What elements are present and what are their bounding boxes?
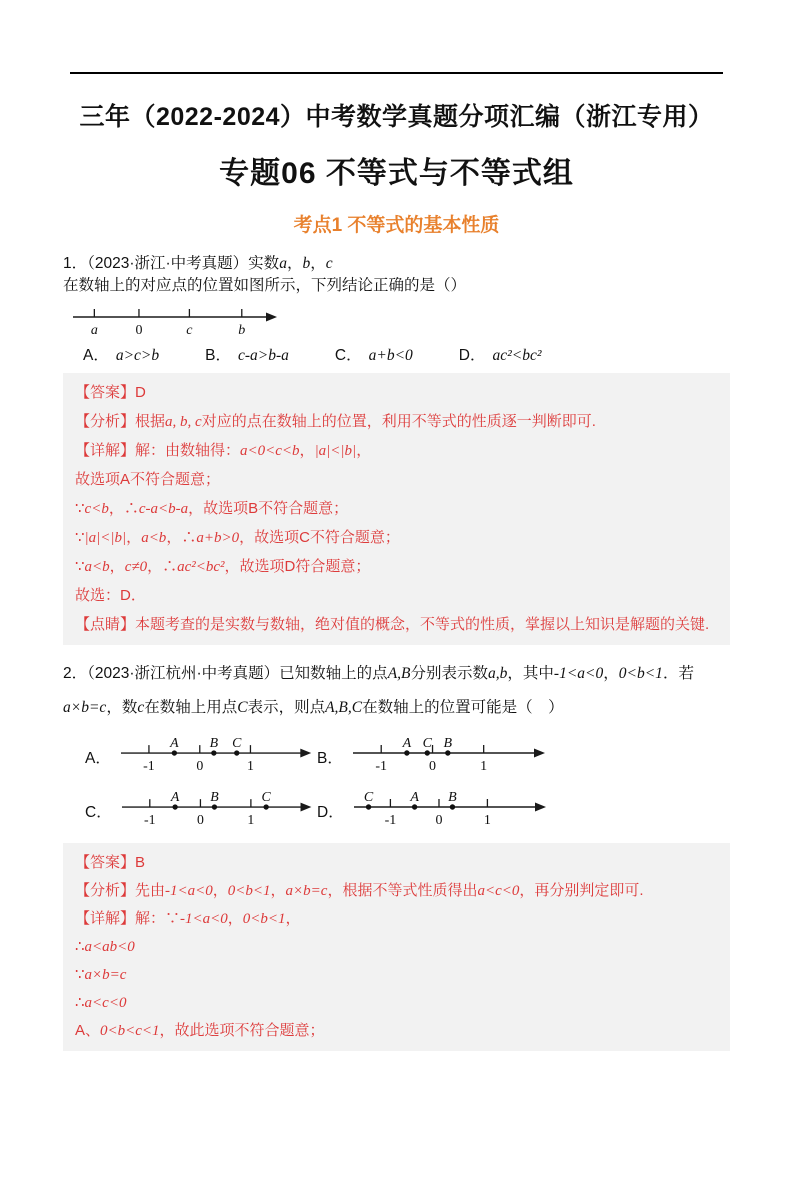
q1-option-a-formula: a>c>b — [115, 347, 160, 364]
q2-answer-box — [63, 843, 730, 1051]
doc-subtitle: 专题06 不等式与不等式组 — [219, 157, 574, 190]
svg-text:A: A — [169, 736, 179, 752]
q2-option-b-label: B． — [317, 750, 343, 767]
q2-option-c — [63, 787, 317, 835]
svg-text:0: 0 — [135, 323, 143, 338]
svg-text:0: 0 — [435, 813, 443, 828]
q2-option-c-numberline — [120, 787, 317, 835]
svg-text:1: 1 — [480, 759, 488, 774]
q1-answer-line: 【答案】D — [75, 384, 146, 401]
svg-text:-1: -1 — [375, 759, 387, 774]
q2-option-b — [317, 733, 552, 781]
svg-text:A: A — [410, 790, 419, 805]
svg-text:a: a — [90, 323, 98, 338]
svg-text:C: C — [363, 790, 373, 805]
svg-text:A: A — [402, 736, 411, 751]
svg-text:C: C — [422, 736, 432, 751]
q2-analysis-line: 【分析】先由-1<a<0，0<b<1，a×b=c，根据不等式性质得出a<c<0，再分别判定即可. — [75, 882, 644, 899]
q1-solution-line: ∵|a|<|b|，a<b，∴a+b>0，故选项C不符合题意； — [75, 529, 400, 546]
q1-option-b-formula: c-a>b-a — [238, 347, 289, 364]
doc-title: 三年（2022-2024）中考数学真题分项汇编（浙江专用） — [79, 103, 714, 131]
q2-solution-line: ∵a×b=c — [75, 966, 127, 983]
svg-text:A: A — [170, 789, 180, 805]
q1-options — [83, 343, 730, 365]
svg-text:-1: -1 — [143, 811, 156, 827]
q2-option-a-numberline — [119, 733, 317, 781]
svg-text:C: C — [231, 736, 242, 752]
q2-stem: 2．（2023·浙江杭州·中考真题）已知数轴上的点A,B分别表示数a,b，其中-1<a<0，0<b<1．若a×b=c，数c在数轴上用点C表示，则点A,B,C在数轴上的位置可能是（ ） — [63, 665, 694, 716]
svg-text:0: 0 — [196, 811, 204, 827]
q2-solution-line: ∴a<c<0 — [75, 994, 127, 1011]
svg-text:-1: -1 — [384, 813, 396, 828]
q1-option-c-formula: a+b<0 — [368, 347, 413, 364]
q1-option-c — [335, 343, 413, 365]
q1-option-d-label: D． — [458, 347, 486, 364]
q2-option-figures — [63, 733, 730, 835]
svg-text:B: B — [447, 790, 457, 805]
q1-option-b-label: B． — [205, 347, 231, 364]
svg-text:0: 0 — [196, 758, 204, 774]
q1-solution-line: ∵a<b，c≠0，∴ac²<bc²，故选项D符合题意； — [75, 558, 371, 575]
svg-text:c: c — [186, 323, 193, 338]
q1-option-b — [205, 343, 289, 365]
q1-solution-line: ∵c<b，∴c-a<b-a，故选项B不符合题意； — [75, 500, 349, 517]
svg-text:B: B — [209, 789, 219, 805]
q1-numberline-figure — [71, 301, 283, 341]
svg-text:-1: -1 — [143, 758, 155, 774]
svg-text:1: 1 — [483, 813, 491, 828]
header-rule — [70, 72, 723, 74]
q2-option-d-numberline — [352, 787, 552, 835]
q2-solution-line: 【详解】解：∵-1<a<0，0<b<1， — [75, 910, 301, 927]
q1-answer-box — [63, 373, 730, 645]
q2-answer-line: 【答案】B — [75, 854, 146, 871]
q2-solution-line: A、0<b<c<1，故此选项不符合题意； — [75, 1022, 325, 1039]
q2-option-a-label: A． — [85, 750, 111, 767]
svg-text:C: C — [261, 789, 271, 805]
q2-option-d — [317, 787, 552, 835]
q1-option-d — [459, 343, 542, 365]
q1-solution-line: 故选项A不符合题意； — [75, 471, 221, 488]
q2-option-a — [63, 733, 317, 781]
svg-text:B: B — [209, 736, 218, 752]
q2-option-c-label: C． — [85, 804, 112, 821]
q1-option-c-label: C． — [334, 347, 362, 364]
q1-option-d-formula: ac²<bc² — [492, 347, 542, 364]
q1-solution-line: 【详解】解：由数轴得：a<0<c<b，|a|<|b|， — [75, 442, 372, 459]
q1-conclusion-line: 故选：D． — [75, 587, 146, 604]
svg-text:B: B — [443, 736, 452, 751]
document-page — [0, 72, 793, 1051]
section-heading: 考点1 不等式的基本性质 — [293, 215, 500, 236]
q2-option-d-label: D． — [317, 804, 344, 821]
q2-option-b-numberline — [351, 733, 551, 781]
q2-solution-line: ∴a<ab<0 — [75, 938, 135, 955]
q1-remark-line: 【点睛】本题考查的是实数与数轴，绝对值的概念，不等式的性质，掌握以上知识是解题的关键. — [75, 616, 710, 633]
svg-text:0: 0 — [428, 759, 436, 774]
q1-stem: 1．（2023·浙江·中考真题）实数a，b，c在数轴上的对应点的位置如图所示，下列结论正确的是（） — [63, 255, 467, 294]
svg-text:1: 1 — [247, 811, 255, 827]
svg-text:b: b — [238, 323, 246, 338]
svg-text:1: 1 — [246, 758, 254, 774]
q1-option-a-label: A． — [83, 347, 109, 364]
q1-option-a — [83, 343, 159, 365]
q1-analysis-line: 【分析】根据a, b, c对应的点在数轴上的位置，利用不等式的性质逐一判断即可. — [75, 413, 596, 430]
